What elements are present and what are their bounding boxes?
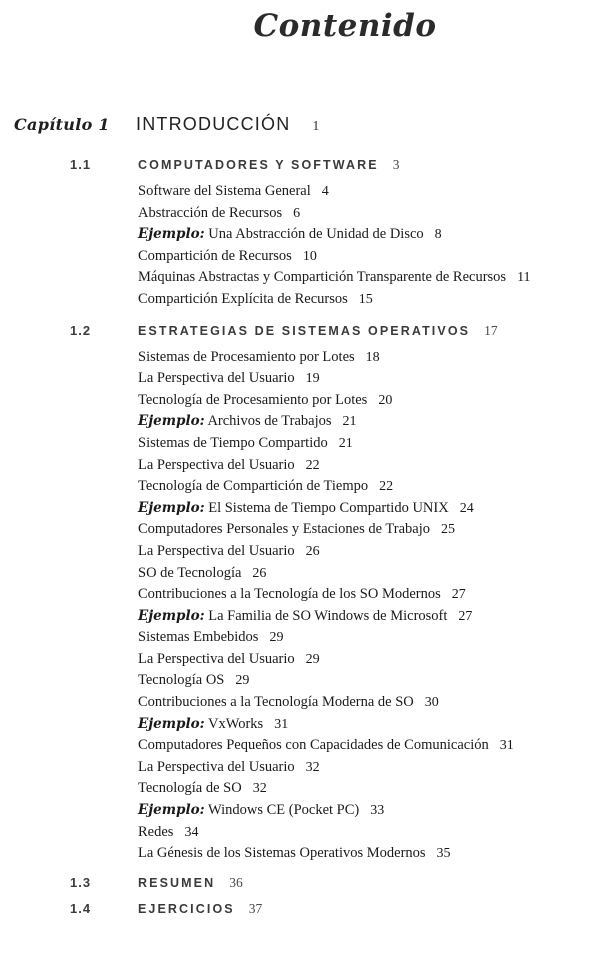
entry-title: La Perspectiva del Usuario <box>138 758 295 775</box>
toc-entry[interactable] <box>138 692 600 714</box>
toc-sections <box>0 157 600 917</box>
toc-entry[interactable] <box>138 649 600 671</box>
entry-page-number: 6 <box>293 205 301 221</box>
entry-title: La Perspectiva del Usuario <box>138 456 295 473</box>
entry-title: Abstracción de Recursos <box>138 204 283 221</box>
entry-page-number: 34 <box>184 824 199 840</box>
entry-page-number: 19 <box>305 371 320 387</box>
entry-title: El Sistema de Tiempo Compartido UNIX <box>208 499 449 516</box>
toc-entry[interactable] <box>138 390 600 412</box>
entry-title: Tecnología de Procesamiento por Lotes <box>138 391 368 408</box>
entry-prefix: Ejemplo: <box>138 226 205 243</box>
entry-title: Una Abstracción de Unidad de Disco <box>208 226 424 243</box>
entry-title: SO de Tecnología <box>138 564 242 581</box>
section-title: ESTRATEGIAS DE SISTEMAS OPERATIVOS <box>138 323 471 338</box>
entry-title: Sistemas de Tiempo Compartido <box>138 434 328 451</box>
chapter-title: INTRODUCCIÓN <box>136 114 291 134</box>
entry-title: VxWorks <box>207 715 264 732</box>
entry-title: Windows CE (Pocket PC) <box>207 802 360 819</box>
entry-page-number: 25 <box>440 522 455 538</box>
entry-prefix: Ejemplo: <box>138 802 205 819</box>
entry-page-number: 33 <box>370 803 385 819</box>
toc-section-heading[interactable] <box>70 901 600 917</box>
toc-entry[interactable] <box>138 246 600 268</box>
entry-page-number: 22 <box>379 479 394 495</box>
toc-entry[interactable] <box>138 714 600 736</box>
entry-title: La Perspectiva del Usuario <box>138 650 295 667</box>
entry-page-number: 32 <box>252 781 267 797</box>
entry-page-number: 8 <box>434 227 442 243</box>
toc-entry[interactable] <box>138 519 600 541</box>
entry-title: Contribuciones a la Tecnología Moderna de SO <box>138 694 414 711</box>
toc-section-heading[interactable] <box>70 323 600 339</box>
chapter-label: Capítulo 1 <box>14 115 110 134</box>
toc-entry[interactable] <box>138 563 600 585</box>
toc-entry[interactable] <box>138 670 600 692</box>
toc-entry[interactable] <box>138 433 600 455</box>
entry-page-number: 35 <box>436 846 451 862</box>
section-number: 1.2 <box>70 322 92 338</box>
entry-title: Compartición de Recursos <box>138 247 292 264</box>
section-number: 1.1 <box>70 157 92 172</box>
section-page-number: 17 <box>484 322 498 338</box>
entry-title: La Perspectiva del Usuario <box>138 370 295 387</box>
toc-section-heading[interactable] <box>70 875 600 891</box>
entry-title: Sistemas Embebidos <box>138 629 259 646</box>
entry-title: Computadores Pequeños con Capacidades de Comunicación <box>138 737 489 754</box>
toc-entry[interactable] <box>138 455 600 477</box>
toc-entry[interactable] <box>138 476 600 498</box>
toc-entry[interactable] <box>138 627 600 649</box>
section-title: COMPUTADORES Y SOFTWARE <box>138 158 379 172</box>
entry-title: Sistemas de Procesamiento por Lotes <box>138 348 355 365</box>
toc-entry[interactable] <box>138 498 600 520</box>
entry-title: Redes <box>138 823 174 840</box>
entry-prefix: Ejemplo: <box>138 607 205 624</box>
toc-entry[interactable] <box>138 181 600 203</box>
section-title: EJERCICIOS <box>138 901 235 916</box>
toc-entry[interactable] <box>138 411 600 433</box>
entry-page-number: 21 <box>338 435 353 451</box>
toc-entry[interactable] <box>138 606 600 628</box>
entry-page-number: 10 <box>302 248 317 264</box>
entry-page-number: 31 <box>274 716 289 732</box>
entry-page-number: 32 <box>305 759 320 775</box>
section-number: 1.4 <box>70 900 92 916</box>
section-page-number: 3 <box>392 157 400 172</box>
toc-entry[interactable] <box>138 289 600 311</box>
entry-page-number: 29 <box>235 673 250 689</box>
toc-entry[interactable] <box>138 267 600 289</box>
section-title: RESUMEN <box>138 875 216 890</box>
section-page-number: 36 <box>229 874 243 890</box>
entry-page-number: 11 <box>517 270 531 286</box>
entry-title: Computadores Personales y Estaciones de Trabajo <box>138 521 430 538</box>
entry-page-number: 29 <box>305 651 320 667</box>
entry-page-number: 26 <box>252 565 267 581</box>
entry-page-number: 29 <box>269 630 284 646</box>
toc-entry[interactable] <box>138 368 600 390</box>
entry-title: Tecnología de SO <box>138 780 242 797</box>
toc-entry[interactable] <box>138 800 600 822</box>
entry-page-number: 27 <box>451 587 466 603</box>
toc-entry[interactable] <box>138 347 600 369</box>
entry-title: La Perspectiva del Usuario <box>138 542 295 559</box>
entry-page-number: 31 <box>499 738 514 754</box>
toc-entry[interactable] <box>138 778 600 800</box>
entry-page-number: 18 <box>365 349 380 365</box>
chapter-page-number: 1 <box>312 119 320 134</box>
toc-entry[interactable] <box>138 822 600 844</box>
entry-page-number: 4 <box>321 184 329 199</box>
entry-title: La Familia de SO Windows de Microsoft <box>208 607 448 624</box>
entry-page-number: 26 <box>305 543 320 559</box>
page-title: Contenido <box>253 8 437 44</box>
entry-page-number: 27 <box>458 608 473 624</box>
entry-page-number: 15 <box>358 291 373 307</box>
entry-title: Tecnología OS <box>138 672 225 689</box>
section-page-number: 37 <box>248 900 263 916</box>
toc-entry[interactable] <box>138 584 600 606</box>
toc-entry[interactable] <box>138 735 600 757</box>
entry-page-number: 24 <box>459 500 474 516</box>
entry-page-number: 22 <box>305 457 320 473</box>
entry-prefix: Ejemplo: <box>138 715 205 732</box>
entry-title: Compartición Explícita de Recursos <box>138 290 348 307</box>
chapter-heading <box>14 114 600 135</box>
entry-title: Tecnología de Compartición de Tiempo <box>138 478 369 495</box>
entry-title: Software del Sistema General <box>138 183 311 199</box>
entry-page-number: 21 <box>342 414 357 430</box>
entry-page-number: 20 <box>378 392 393 408</box>
toc-section-heading[interactable] <box>70 157 600 173</box>
toc-entry[interactable] <box>138 843 600 865</box>
toc-entry[interactable] <box>138 224 600 246</box>
entry-prefix: Ejemplo: <box>138 413 205 430</box>
entry-page-number: 30 <box>424 695 439 711</box>
entry-prefix: Ejemplo: <box>138 499 205 516</box>
section-number: 1.3 <box>70 874 92 890</box>
entry-title: Archivos de Trabajos <box>207 413 332 430</box>
entry-title: Contribuciones a la Tecnología de los SO Modernos <box>138 586 441 603</box>
toc-entry[interactable] <box>138 757 600 779</box>
entry-title: Máquinas Abstractas y Compartición Transparente de Recursos <box>138 269 507 286</box>
entry-title: La Génesis de los Sistemas Operativos Modernos <box>138 845 426 862</box>
toc-entry[interactable] <box>138 203 600 225</box>
toc-entry[interactable] <box>138 541 600 563</box>
